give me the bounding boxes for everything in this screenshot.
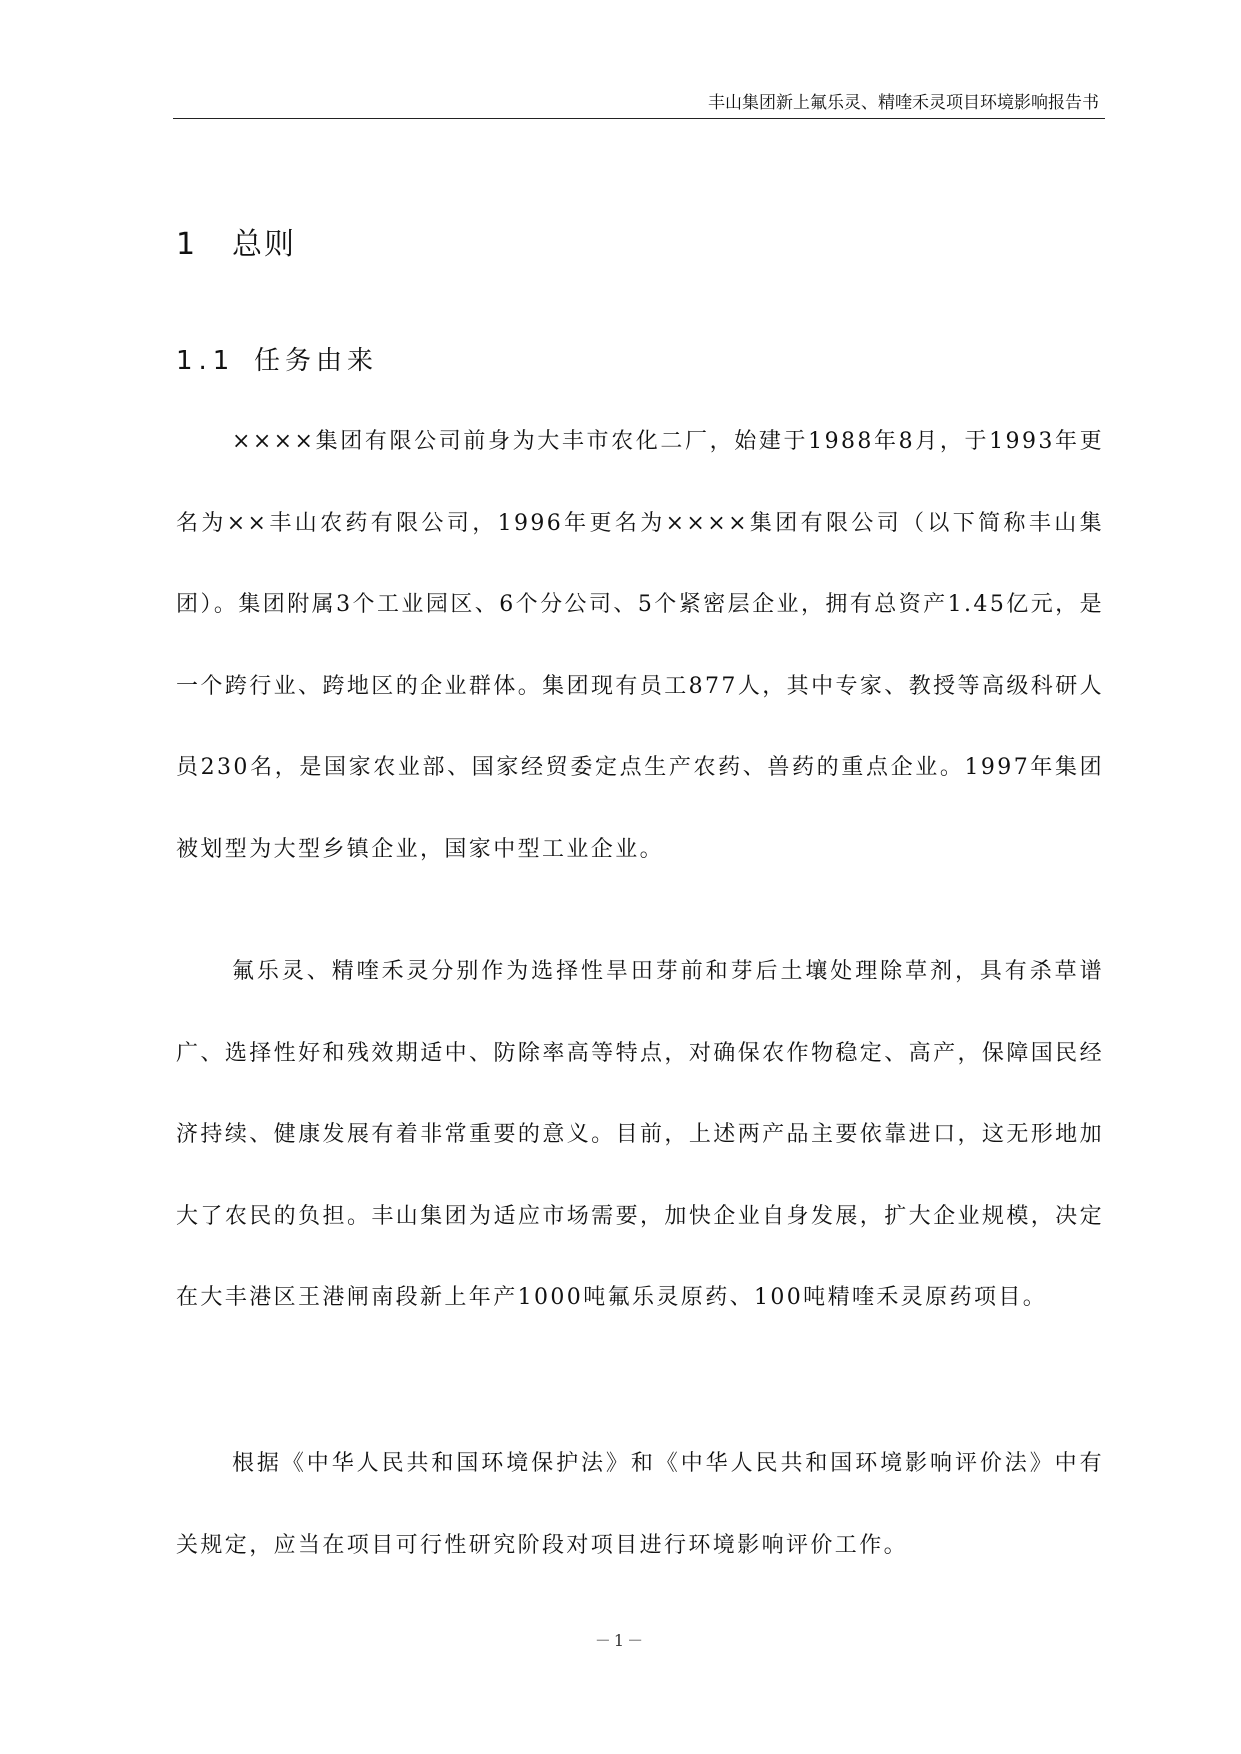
body-paragraph: ××××集团有限公司前身为大丰市农化二厂，始建于1988年8月，于1993年更名为××丰山农药有限公司，1996年更名为××××集团有限公司（以下简称丰山集团）。集团附属3个工业园区、6个分公司、5个紧密层企业，拥有总资产1.45亿元，是一个跨行业、跨地区的企业群体。集团现有员工877人，其中专家、教授等高级科研人员230名，是国家农业部、国家经贸委定点生产农药、兽药的重点企业。1997年集团被划型为大型乡镇企业，国家中型工业企业。 — [176, 429, 1104, 862]
section-heading — [176, 340, 378, 377]
page-header — [173, 82, 1105, 119]
section-title: 任务由来 — [254, 346, 379, 376]
section-number: 1.1 — [176, 346, 236, 376]
chapter-heading — [176, 219, 296, 263]
chapter-title: 总则 — [232, 227, 296, 262]
body-paragraph: 氟乐灵、精喹禾灵分别作为选择性旱田芽前和芽后土壤处理除草剂，具有杀草谱广、选择性好和残效期适中、防除率高等特点，对确保农作物稳定、高产，保障国民经济持续、健康发展有着非常重要的意义。目前，上述两产品主要依靠进口，这无形地加大了农民的负担。丰山集团为适应市场需要，加快企业自身发展，扩大企业规模，决定在大丰港区王港闸南段新上年产1000吨氟乐灵原药、100吨精喹禾灵原药项目。 — [176, 959, 1104, 1310]
document-title-header: 丰山集团新上氟乐灵、精喹禾灵项目环境影响报告书 — [708, 93, 1099, 113]
page-number: －1－ — [594, 1631, 647, 1650]
body-paragraph: 根据《中华人民共和国环境保护法》和《中华人民共和国环境影响评价法》中有关规定，应当在项目可行性研究阶段对项目进行环境影响评价工作。 — [176, 1451, 1104, 1558]
chapter-number: 1 — [176, 227, 198, 262]
